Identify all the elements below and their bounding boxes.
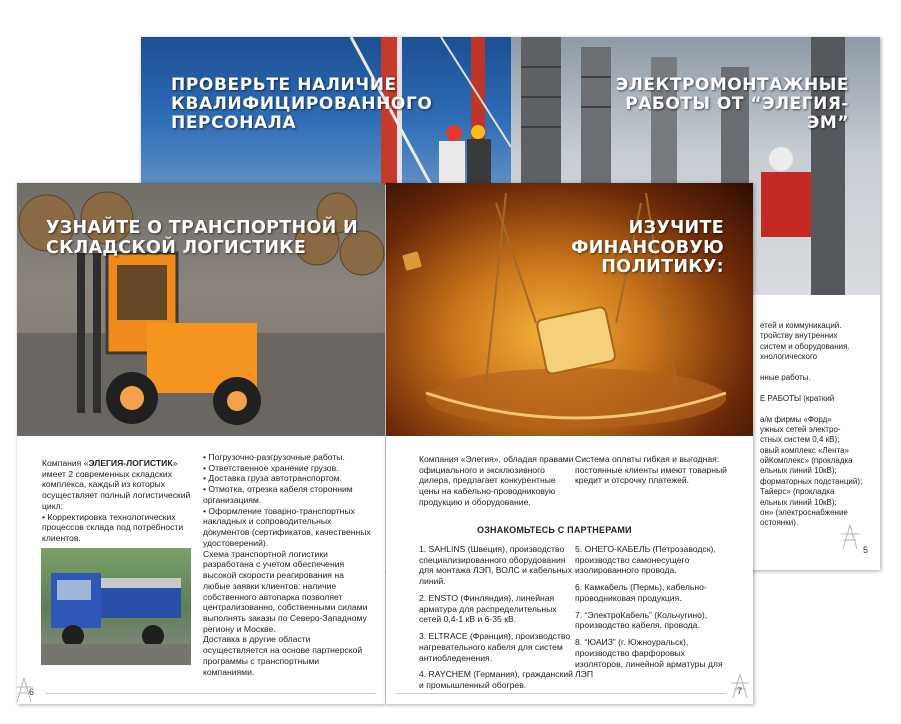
- title-line: ПРОВЕРЬТЕ НАЛИЧИЕ: [171, 75, 397, 95]
- text-line: накладных и сопроводительных: [203, 516, 332, 527]
- text-line: нагревательного кабеля для систем: [419, 641, 563, 652]
- text-line: 3. ELTRACE (Франция), производство: [419, 631, 571, 642]
- text-line: цикл:: [42, 500, 63, 511]
- text-line: специализированного оборудования: [419, 554, 566, 565]
- text-line: • Отмотка, отрезка кабеля сторонним: [203, 484, 353, 495]
- text-line: и промышленный обогрев.: [419, 680, 527, 691]
- back-left-title: [171, 76, 432, 133]
- right-page-title: [484, 219, 724, 278]
- text-line: сетей 0,4-1 кВ и 6-35 кВ.: [419, 614, 517, 625]
- partners-list-right: [575, 544, 745, 686]
- text-line: высокой скорости реагирования на: [203, 570, 344, 581]
- text-line: осуществляется на основе партнерской: [203, 645, 363, 656]
- text-line: имеет 2 современных складских: [42, 468, 172, 479]
- partner-item: [575, 610, 745, 631]
- text-line: он» (электроснабжение: [760, 508, 848, 518]
- text-line: компаниями.: [203, 666, 255, 677]
- footer-line: [396, 693, 726, 694]
- text-line: тройству внутренних: [760, 331, 838, 341]
- page-number: 7: [737, 686, 743, 696]
- finance-intro: [419, 454, 579, 508]
- text-line: централизованно, собственными силами: [203, 602, 368, 613]
- partners-heading: ОЗНАКОМЬТЕСЬ С ПАРТНЕРАМИ: [477, 525, 632, 535]
- text-line: региону и Москве.: [203, 623, 276, 634]
- logistics-intro: [42, 458, 212, 544]
- title-line: УЗНАЙТЕ О ТРАНСПОРТНОЙ И: [46, 218, 358, 238]
- text-line: линий.: [419, 576, 446, 587]
- partner-item: [419, 593, 579, 625]
- text-line: проводниковая продукция.: [575, 592, 682, 603]
- text-line: собственного автопарка позволяет: [203, 591, 343, 602]
- text-line: Е РАБОТЫ (краткий: [760, 393, 835, 403]
- text-line: ЛЭП: [575, 669, 593, 680]
- text-line: Схема транспортной логистики: [203, 548, 328, 559]
- left-page-title: [46, 219, 358, 258]
- text-line: остоянки).: [760, 518, 799, 528]
- text-line: комплекса, каждый из которых: [42, 479, 166, 490]
- text-line: антиобледенения.: [419, 652, 493, 663]
- text-line: • Доставка груза автотранспортом.: [203, 473, 342, 484]
- text-line: программы с транспортными: [203, 655, 320, 666]
- text-line: 7. “ЭлектроКабель” (Кольчугино),: [575, 609, 708, 620]
- text-line: кредит и отсрочку платежей.: [575, 475, 690, 486]
- text-line: любые заявки клиентов: наличие: [203, 580, 337, 591]
- text-line: [760, 383, 878, 393]
- text-line: цены на кабельно-проводниковую: [419, 486, 556, 497]
- text-line: [760, 363, 878, 373]
- text-fragment: Компания «: [42, 458, 89, 468]
- text-line: для монтажа ЛЭП, ВОЛС и кабельных: [419, 565, 573, 576]
- text-line: [760, 404, 878, 414]
- text-line: 1. SAHLINS (Швеция), производство: [419, 544, 565, 554]
- text-line: производство самонесущего: [575, 554, 690, 565]
- title-line: ПОЛИТИКУ:: [601, 257, 724, 278]
- text-line: 2. ENSTO (Финляндия), линейная: [419, 592, 555, 603]
- payment-terms: [575, 454, 745, 486]
- partner-item: [419, 631, 579, 663]
- title-line: ЭЛЕКТРОМОНТАЖНЫЕ: [615, 75, 849, 95]
- text-line: форматорных подстанций);: [760, 476, 863, 486]
- text-line: Доставка в другие области: [203, 634, 311, 645]
- text-line: етей и коммуникаций.: [760, 321, 842, 330]
- page-number: 5: [863, 545, 869, 555]
- text-line: • Корректировка технологических: [42, 511, 176, 522]
- text-line: производство фарфоровых: [575, 647, 685, 658]
- page-number: 6: [29, 687, 35, 697]
- text-line: арматура для распределительных: [419, 603, 557, 614]
- text-line: нные работы.: [760, 372, 811, 382]
- partner-item: [575, 637, 745, 680]
- partner-item: [575, 544, 745, 576]
- partner-item: [419, 669, 579, 690]
- text-line: [42, 458, 212, 469]
- text-line: а/м фирмы «Форд»: [760, 414, 832, 424]
- text-line: документов (сертификатов, качественных: [203, 527, 371, 538]
- text-line: 6. Камкабель (Пермь), кабельно-: [575, 582, 707, 593]
- text-line: дилера, предлагает конкурентные: [419, 475, 556, 486]
- text-line: клиентов.: [42, 533, 81, 544]
- title-line: КВАЛИФИЦИРОВАННОГО: [171, 94, 433, 115]
- back-right-text: [760, 321, 878, 529]
- text-line: • Оформление товарно-транспортных: [203, 505, 355, 516]
- text-line: ельных линий 10кВ);: [760, 466, 837, 476]
- text-line: хнологического: [760, 352, 818, 362]
- right-page: [386, 183, 753, 704]
- title-line: ПЕРСОНАЛА: [171, 113, 297, 134]
- text-line: официального и эксклюзивного: [419, 464, 545, 475]
- title-line: СКЛАДСКОЙ ЛОГИСТИКЕ: [46, 237, 307, 258]
- partners-list-left: [419, 544, 579, 697]
- partner-item: [419, 544, 579, 587]
- logistics-services: [203, 452, 381, 677]
- text-line: изолированного провода.: [575, 565, 677, 576]
- partner-item: [575, 582, 745, 603]
- text-fragment: »: [172, 458, 178, 468]
- text-line: ойКомплекс» (прокладка: [760, 456, 853, 466]
- text-line: • Ответственное хранение грузов.: [203, 462, 339, 473]
- text-line: • Погрузочно-разгрузочные работы.: [203, 452, 345, 462]
- left-page: [17, 183, 385, 704]
- text-line: изоляторов, линейной арматуры для: [575, 658, 723, 669]
- text-line: Тайерс» (прокладка: [760, 487, 835, 497]
- text-line: систем и оборудования.: [760, 341, 850, 351]
- power-tower-icon: [839, 524, 861, 550]
- footer-line: [45, 693, 375, 694]
- back-right-title: [603, 76, 849, 133]
- text-line: Компания «Элегия», обладая правами: [419, 454, 574, 464]
- text-line: продукцию и оборудование.: [419, 496, 531, 507]
- text-line: постоянные клиенты имеют товарный: [575, 464, 727, 475]
- title-line: ИЗУЧИТЕ ФИНАНСОВУЮ: [571, 218, 724, 258]
- text-line: овый комплекс «Лента»: [760, 445, 849, 455]
- text-line: процессов склада под потребности: [42, 522, 184, 533]
- text-line: разработана с учетом обеспечения: [203, 559, 345, 570]
- text-line: выполнять заказы по Северо-Западному: [203, 613, 367, 624]
- text-line: ужных сетей электро-: [760, 424, 841, 434]
- text-line: производство кабеля, провода.: [575, 620, 700, 631]
- text-line: 5. ОНЕГО-КАБЕЛЬ (Петрозаводск),: [575, 544, 716, 554]
- text-line: 8. “ЮАИЗ” (г. Южноуральск),: [575, 637, 689, 648]
- title-line: РАБОТЫ ОТ “ЭЛЕГИЯ-ЭМ”: [625, 94, 849, 134]
- text-line: 4. RAYCHEM (Германия), гражданский: [419, 669, 573, 680]
- text-line: стных систем 0,4 кВ);: [760, 435, 840, 445]
- text-line: осуществляет полный логистический: [42, 490, 191, 501]
- text-line: Система оплаты гибкая и выгодная:: [575, 454, 720, 464]
- text-line: удостоверений).: [203, 537, 269, 548]
- text-line: ельных линий 10кВ);: [760, 497, 837, 507]
- truck-photo: [41, 548, 191, 665]
- company-name: ЭЛЕГИЯ-ЛОГИСТИК: [88, 458, 173, 468]
- text-line: организациям.: [203, 494, 262, 505]
